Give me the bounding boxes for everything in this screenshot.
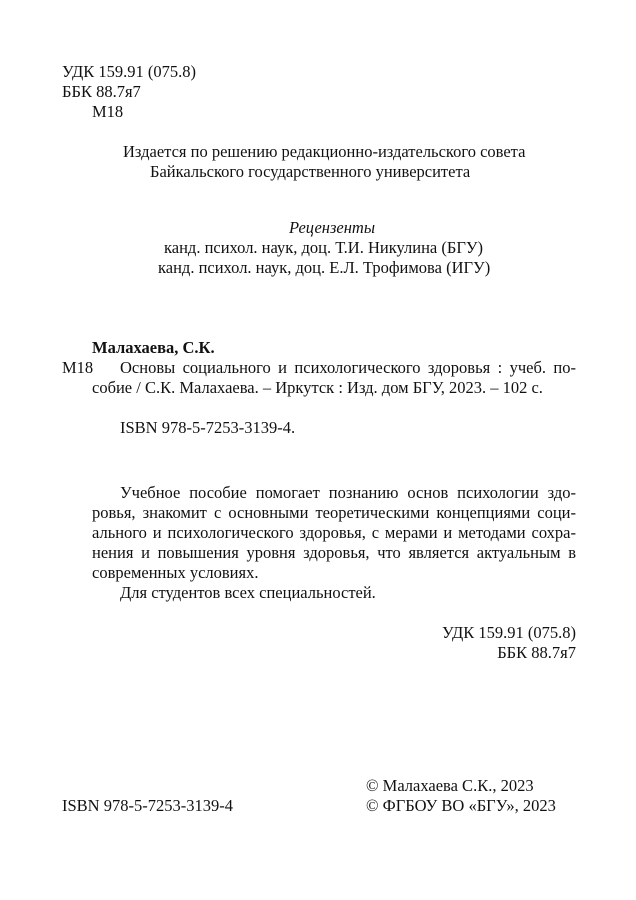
publisher-note-line1: Издается по решению редакционно-издательского совета [123,142,526,161]
reviewers-heading: Рецензенты [289,218,376,237]
publisher-note-line2: Байкальского государственного университета [150,162,471,181]
header-code: М18 [92,102,124,121]
abstract-line: Учебное пособие помогает познанию основ психологии здо- [120,483,576,502]
reviewer-item: канд. психол. наук, доц. Е.Л. Трофимова (ИГУ) [158,258,491,277]
reviewer-item: канд. психол. наук, доц. Т.И. Никулина (БГУ) [164,238,484,257]
bibliography-isbn: ISBN 978-5-7253-3139-4. [120,418,296,437]
copyright-org: © ФГБОУ ВО «БГУ», 2023 [366,796,556,815]
abstract-line: ровья, знакомит с основными теоретическими концепциями соци- [92,503,576,522]
header-bbk: ББК 88.7я7 [62,82,141,101]
classification-bbk: ББК 88.7я7 [497,643,576,662]
classification-udk: УДК 159.91 (075.8) [441,623,576,642]
copyright-author: © Малахаева С.К., 2023 [366,776,534,795]
footer-isbn: ISBN 978-5-7253-3139-4 [62,796,233,815]
abstract-audience: Для студентов всех специальностей. [120,583,376,602]
abstract-line: современных условиях. [92,563,259,582]
abstract-line: ального и психологического здоровья, с мерами и методами сохра- [92,523,576,542]
author-name: Малахаева, С.К. [92,338,215,357]
bibliography-code: М18 [62,358,94,377]
header-udk: УДК 159.91 (075.8) [62,62,197,81]
bibliography-line2: собие / С.К. Малахаева. – Иркутск : Изд. дом БГУ, 2023. – 102 с. [92,378,543,397]
bibliography-line1: Основы социального и психологического здоровья : учеб. по- [120,358,576,377]
abstract-line: нения и повышения уровня здоровья, что является актуальным в [92,543,576,562]
